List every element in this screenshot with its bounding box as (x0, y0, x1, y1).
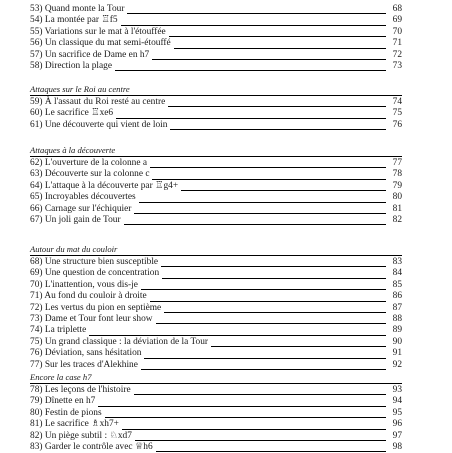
entry-title: 80) Festin de pions (30, 408, 105, 419)
toc-entry[interactable] (30, 158, 402, 169)
entry-title: 71) Au fond du couloir à droite (30, 291, 150, 302)
toc-entry[interactable] (30, 431, 402, 442)
entry-title: 78) Les leçons de l'histoire (30, 385, 134, 396)
entry-page-number: 81 (392, 203, 402, 214)
entry-page-number: 70 (392, 26, 402, 37)
entry-page-number: 94 (392, 396, 402, 407)
entry-page-number: 95 (392, 407, 402, 418)
toc-entry[interactable] (30, 27, 402, 38)
entry-page-number: 92 (392, 359, 402, 370)
entry-page-number: 76 (392, 119, 402, 130)
toc-entry[interactable] (30, 15, 402, 26)
toc-entry[interactable] (30, 4, 402, 15)
entry-page-number: 87 (392, 302, 402, 313)
toc-entry[interactable] (30, 181, 402, 192)
entry-page-number: 96 (392, 419, 402, 430)
entry-title: 64) L'attaque à la découverte par ♖g4+ (30, 181, 181, 192)
entry-title: 75) Un grand classique : la déviation de la Tour (30, 337, 211, 348)
entry-title: 61) Une découverte qui vient de loin (30, 120, 170, 131)
section-title: Encore la case h7 (30, 372, 402, 384)
entry-title: 68) Une structure bien susceptible (30, 257, 161, 268)
toc-entry[interactable] (30, 97, 402, 108)
entry-title: 69) Une question de concentration (30, 268, 162, 279)
toc-entry[interactable] (30, 169, 402, 180)
entry-title: 54) La montée par ♖f5 (30, 15, 121, 26)
toc-entry[interactable] (30, 408, 402, 419)
toc-entry[interactable] (30, 268, 402, 279)
entry-title: 83) Garder le contrôle avec ♕h6 (30, 442, 156, 453)
entry-page-number: 86 (392, 291, 402, 302)
entry-title: 65) Incroyables découvertes (30, 192, 139, 203)
entry-title: 76) Déviation, sans hésitation (30, 348, 144, 359)
entry-title: 73) Dame et Tour font leur show (30, 314, 156, 325)
entry-title: 57) Un sacrifice de Dame en h7 (30, 50, 152, 61)
entry-title: 60) Le sacrifice ♖xe6 (30, 108, 116, 119)
toc-entry[interactable] (30, 325, 402, 336)
section-title: Autour du mat du couloir (30, 244, 402, 256)
toc-entry[interactable] (30, 280, 402, 291)
entry-page-number: 75 (392, 108, 402, 119)
entry-page-number: 73 (392, 60, 402, 71)
toc-entry[interactable] (30, 360, 402, 371)
toc-entry[interactable] (30, 314, 402, 325)
entry-page-number: 80 (392, 192, 402, 203)
entry-page-number: 78 (392, 169, 402, 180)
entry-page-number: 88 (392, 313, 402, 324)
entry-page-number: 74 (392, 96, 402, 107)
toc-section (30, 372, 402, 453)
entry-page-number: 93 (392, 384, 402, 395)
entry-page-number: 91 (392, 348, 402, 359)
entry-page-number: 83 (392, 256, 402, 267)
entry-title: 72) Les vertus du pion en septième (30, 303, 164, 314)
entry-title: 74) La triplette (30, 325, 89, 336)
entry-page-number: 77 (392, 157, 402, 168)
entry-title: 66) Carnage sur l'échiquier (30, 204, 134, 215)
entry-page-number: 68 (392, 3, 402, 14)
entry-title: 62) L'ouverture de la colonne a (30, 158, 150, 169)
toc-entry[interactable] (30, 38, 402, 49)
toc-entry[interactable] (30, 204, 402, 215)
entry-page-number: 85 (392, 279, 402, 290)
entry-page-number: 84 (392, 268, 402, 279)
entry-page-number: 71 (392, 38, 402, 49)
toc-entry[interactable] (30, 348, 402, 359)
toc-section (30, 84, 402, 131)
toc-section (30, 4, 402, 72)
toc-entry[interactable] (30, 120, 402, 131)
entry-title: 70) L'inattention, vous dis-je (30, 280, 141, 291)
entry-title: 79) Dînette en h7 (30, 396, 98, 407)
toc-entry[interactable] (30, 442, 402, 453)
toc-entry[interactable] (30, 215, 402, 226)
entry-title: 56) Un classique du mat semi-étouffé (30, 38, 174, 49)
entry-title: 77) Sur les traces d'Alekhine (30, 360, 141, 371)
toc-entry[interactable] (30, 419, 402, 430)
section-title: Attaques sur le Roi au centre (30, 84, 402, 96)
entry-page-number: 89 (392, 325, 402, 336)
entry-page-number: 79 (392, 180, 402, 191)
toc-entry[interactable] (30, 303, 402, 314)
toc-section (30, 244, 402, 371)
entry-page-number: 97 (392, 430, 402, 441)
entry-page-number: 72 (392, 49, 402, 60)
toc-entry[interactable] (30, 291, 402, 302)
entry-title: 58) Direction la plage (30, 61, 115, 72)
entry-title: 82) Un piège subtil : ♘xd7 (30, 431, 135, 442)
toc-entry[interactable] (30, 108, 402, 119)
entry-title: 59) À l'assaut du Roi resté au centre (30, 97, 168, 108)
entry-title: 63) Découverte sur la colonne c (30, 169, 152, 180)
toc-entry[interactable] (30, 385, 402, 396)
entry-title: 67) Un joli gain de Tour (30, 215, 124, 226)
toc-entry[interactable] (30, 396, 402, 407)
entry-page-number: 69 (392, 15, 402, 26)
section-title: Attaques à la découverte (30, 145, 402, 157)
toc-entry[interactable] (30, 192, 402, 203)
entry-title: 81) Le sacrifice ♗xh7+ (30, 419, 122, 430)
toc-entry[interactable] (30, 257, 402, 268)
entry-page-number: 98 (392, 441, 402, 452)
entry-page-number: 90 (392, 336, 402, 347)
entry-page-number: 82 (392, 214, 402, 225)
toc-section (30, 145, 402, 226)
entry-title: 53) Quand monte la Tour (30, 4, 127, 15)
toc-entry[interactable] (30, 61, 402, 72)
entry-title: 55) Variations sur le mat à l'étouffée (30, 27, 169, 38)
toc-entry[interactable] (30, 337, 402, 348)
toc-entry[interactable] (30, 50, 402, 61)
